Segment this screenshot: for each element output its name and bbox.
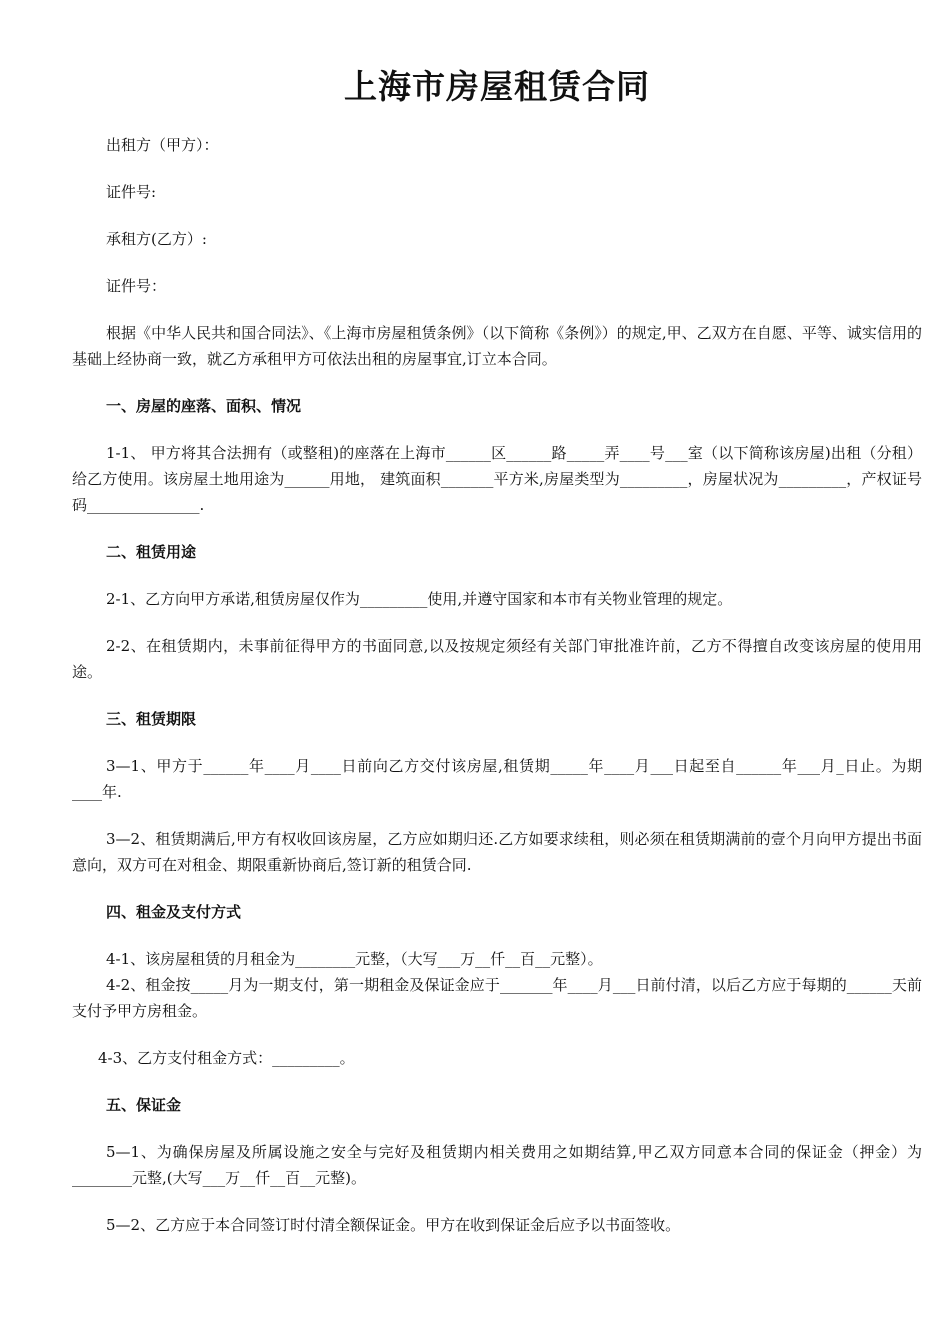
clause-3-2: 3—2、租赁期满后,甲方有权收回该房屋，乙方应如期归还.乙方如要求续租，则必须在租赁期满前的壹个月向甲方提出书面意向，双方可在对租金、期限重新协商后,签订新的租赁合同. bbox=[72, 830, 922, 874]
lessor-line: 出租方（甲方）： bbox=[106, 136, 219, 154]
clause-3-1: 3—1、甲方于______年____月____日前向乙方交付该房屋,租赁期_____年____月___日起至自______年___月_日止。为期____年. bbox=[72, 757, 922, 801]
lessee-id-line: 证件号： bbox=[106, 277, 167, 295]
clause-2-2: 2-2、在租赁期内，未事前征得甲方的书面同意,以及按规定须经有关部门审批准许前，乙方不得擅自改变该房屋的使用用途。 bbox=[72, 637, 922, 681]
clause-5-1: 5—1、为确保房屋及所属设施之安全与完好及租赁期内相关费用之如期结算,甲乙双方同意本合同的保证金（押金）为________元整,(大写___万__仟__百__元整)。 bbox=[72, 1143, 922, 1187]
clause-2-1: 2-1、乙方向甲方承诺,租赁房屋仅作为_________使用,并遵守国家和本市有关物业管理的规定。 bbox=[106, 590, 733, 608]
lessee-line: 承租方(乙方）: bbox=[106, 230, 207, 248]
section-5-heading: 五、保证金 bbox=[106, 1096, 182, 1114]
lessor-id-line: 证件号: bbox=[106, 183, 157, 201]
section-2-heading: 二、租赁用途 bbox=[106, 543, 197, 561]
clause-4-1: 4-1、该房屋租赁的月租金为________元整，（大写___万__仟__百__元整）。 bbox=[106, 950, 603, 968]
clause-4-2: 4-2、租金按_____月为一期支付，第一期租金及保证金应于_______年____月___日前付清，以后乙方应于每期的______天前支付予甲方房租金。 bbox=[72, 976, 922, 1020]
clause-4-3: 4-3、乙方支付租金方式：_________。 bbox=[98, 1049, 355, 1067]
clause-5-2: 5—2、乙方应于本合同签订时付清全额保证金。甲方在收到保证金后应予以书面签收。 bbox=[106, 1216, 681, 1234]
preamble-paragraph: 根据《中华人民共和国合同法》、《上海市房屋租赁条例》（以下简称《条例》）的规定,甲、乙双方在自愿、平等、诚实信用的基础上经协商一致，就乙方承租甲方可依法出租的房屋事宜,订立本合同。 bbox=[72, 324, 922, 368]
section-1-heading: 一、房屋的座落、面积、情况 bbox=[106, 397, 302, 415]
section-3-heading: 三、租赁期限 bbox=[106, 710, 197, 728]
section-4-heading: 四、租金及支付方式 bbox=[106, 903, 242, 921]
contract-title: 上海市房屋租赁合同 bbox=[344, 67, 650, 106]
clause-1-1: 1-1、 甲方将其合法拥有（或整租)的座落在上海市______区______路_____弄____号___室（以下简称该房屋)出租（分租）给乙方使用。该房屋土地用途为______用地， 建筑面积_______平方米,房屋类型为_________，房屋状况为_________，产权证号码_______________. bbox=[72, 444, 922, 514]
